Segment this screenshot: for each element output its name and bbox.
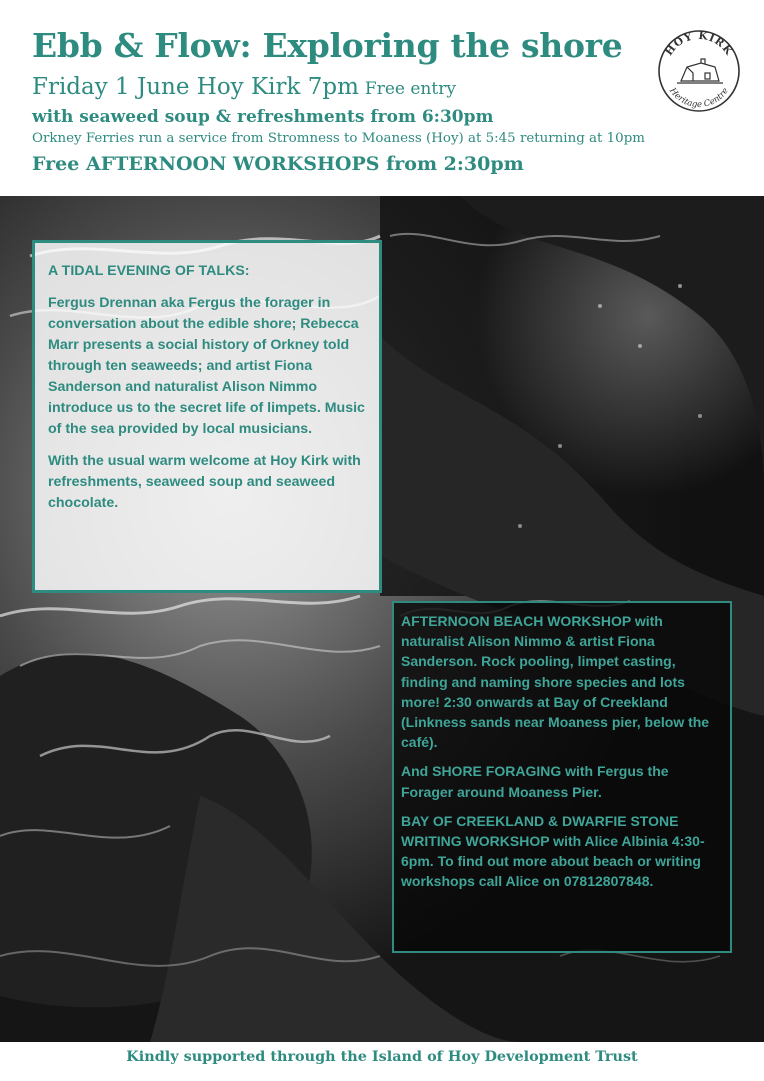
soup-line: with seaweed soup & refreshments from 6:30pm (32, 107, 494, 127)
talks-paragraph-2: With the usual warm welcome at Hoy Kirk with refreshments, seaweed soup and seaweed chocolate. (48, 453, 361, 511)
workshop-paragraph-1: AFTERNOON BEACH WORKSHOP with naturalist Alison Nimmo & artist Fiona Sanderson. Rock pooling, limpet casting, finding and naming shore species and lots more! 2:30 onwards at Bay of Creekland (Linkness sands near Moaness pier, below the café). (401, 613, 710, 751)
footer-credit: Kindly supported through the Island of Hoy Development Trust (0, 1042, 764, 1081)
workshops-line: Free AFTERNOON WORKSHOPS from 2:30pm (32, 153, 524, 175)
date-venue: Friday 1 June Hoy Kirk 7pm (32, 74, 359, 100)
workshops-box (392, 601, 732, 953)
poster-title: Ebb & Flow: Exploring the shore (32, 26, 623, 65)
entry-note: Free entry (364, 79, 456, 99)
workshop-paragraph-3: BAY OF CREEKLAND & DWARFIE STONE WRITING WORKSHOP with Alice Albinia 4:30-6pm. To find out more about beach or writing workshops call Alice on 07812807848. (401, 812, 705, 890)
poster-header (0, 0, 764, 196)
logo-bottom-text: Heritage Centre (667, 86, 731, 111)
talks-box (32, 240, 382, 593)
talks-heading: A TIDAL EVENING OF TALKS: (48, 263, 250, 279)
hoy-kirk-logo (657, 29, 741, 113)
workshop-paragraph-2: And SHORE FORAGING with Fergus the Forager around Moaness Pier. (401, 763, 669, 800)
ferries-line: Orkney Ferries run a service from Stromness to Moaness (Hoy) at 5:45 returning at 10pm (32, 131, 645, 146)
logo-top-text: HOY KIRK (662, 29, 736, 58)
talks-paragraph-1: Fergus Drennan aka Fergus the forager in conversation about the edible shore; Rebecca Marr presents a social history of Orkney told through ten seaweeds; and artist Fiona Sanderson and naturalist Alison Nimmo introduce us to the secret life of limpets. Music of the sea provided by local musicians. (48, 295, 365, 437)
date-venue-line (32, 74, 456, 100)
